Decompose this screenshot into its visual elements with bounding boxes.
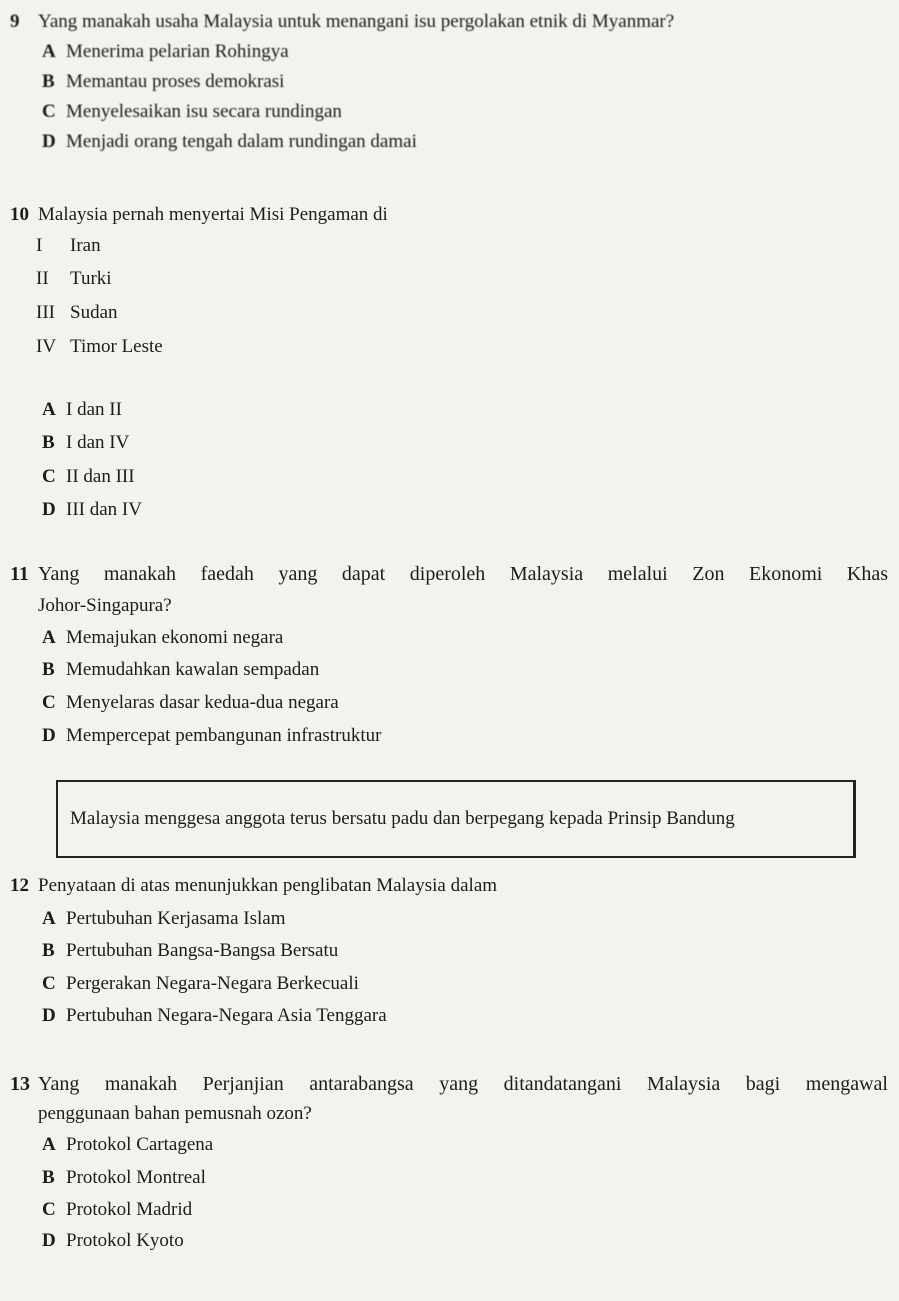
option-c: C II dan III xyxy=(42,466,135,487)
stimulus-text: Malaysia menggesa anggota terus bersatu padu dan berpegang kepada Prinsip Bandung xyxy=(70,808,735,829)
question-10: 10 Malaysia pernah menyertai Misi Pengaman di xyxy=(10,204,388,225)
option-d: D Menjadi orang tengah dalam rundingan damai xyxy=(42,131,417,152)
option-c: C Menyelaras dasar kedua-dua negara xyxy=(42,692,339,713)
option-c: C Pergerakan Negara-Negara Berkecuali xyxy=(42,973,359,994)
option-a: A Pertubuhan Kerjasama Islam xyxy=(42,908,286,929)
option-d: D Mempercepat pembangunan infrastruktur xyxy=(42,725,382,746)
question-text: Malaysia pernah menyertai Misi Pengaman di xyxy=(38,204,388,225)
statement-iv: IV Timor Leste xyxy=(36,336,163,357)
option-a: A Memajukan ekonomi negara xyxy=(42,627,284,648)
option-c: C Menyelesaikan isu secara rundingan xyxy=(42,101,342,122)
question-text: Yang manakah faedah yang dapat diperoleh Malaysia melalui Zon Ekonomi Khas xyxy=(38,563,888,585)
statement-iii: III Sudan xyxy=(36,302,118,323)
question-12: 12 Penyataan di atas menunjukkan penglibatan Malaysia dalam xyxy=(10,875,498,896)
stimulus-box xyxy=(56,780,856,858)
question-text: Penyataan di atas menunjukkan penglibatan Malaysia dalam xyxy=(38,875,498,896)
option-d: D Protokol Kyoto xyxy=(42,1230,184,1251)
option-b: B I dan IV xyxy=(42,432,130,453)
option-a: A Protokol Cartagena xyxy=(42,1134,214,1155)
option-b: B Memantau proses demokrasi xyxy=(42,71,285,92)
statement-ii: II Turki xyxy=(36,268,112,289)
option-a: A I dan II xyxy=(42,399,122,420)
question-text: Yang manakah usaha Malaysia untuk menangani isu pergolakan etnik di Myanmar? xyxy=(38,11,675,32)
question-11: 11 Yang manakah faedah yang dapat diperoleh Malaysia melalui Zon Ekonomi Khas xyxy=(10,563,888,585)
option-a: A Menerima pelarian Rohingya xyxy=(42,41,289,62)
option-c: C Protokol Madrid xyxy=(42,1199,193,1220)
option-d: D Pertubuhan Negara-Negara Asia Tenggara xyxy=(42,1005,387,1026)
question-13: 13 Yang manakah Perjanjian antarabangsa yang ditandatangani Malaysia bagi mengawal xyxy=(10,1073,888,1095)
question-text-continued: penggunaan bahan pemusnah ozon? xyxy=(38,1103,312,1124)
statement-i: I Iran xyxy=(36,235,101,256)
question-text: Yang manakah Perjanjian antarabangsa yang ditandatangani Malaysia bagi mengawal xyxy=(38,1073,888,1095)
question-9: 9 Yang manakah usaha Malaysia untuk menangani isu pergolakan etnik di Myanmar? xyxy=(10,11,675,32)
option-b: B Protokol Montreal xyxy=(42,1167,206,1188)
question-text-continued: Johor-Singapura? xyxy=(38,595,172,616)
option-b: B Memudahkan kawalan sempadan xyxy=(42,659,320,680)
option-d: D III dan IV xyxy=(42,499,142,520)
option-b: B Pertubuhan Bangsa-Bangsa Bersatu xyxy=(42,940,339,961)
